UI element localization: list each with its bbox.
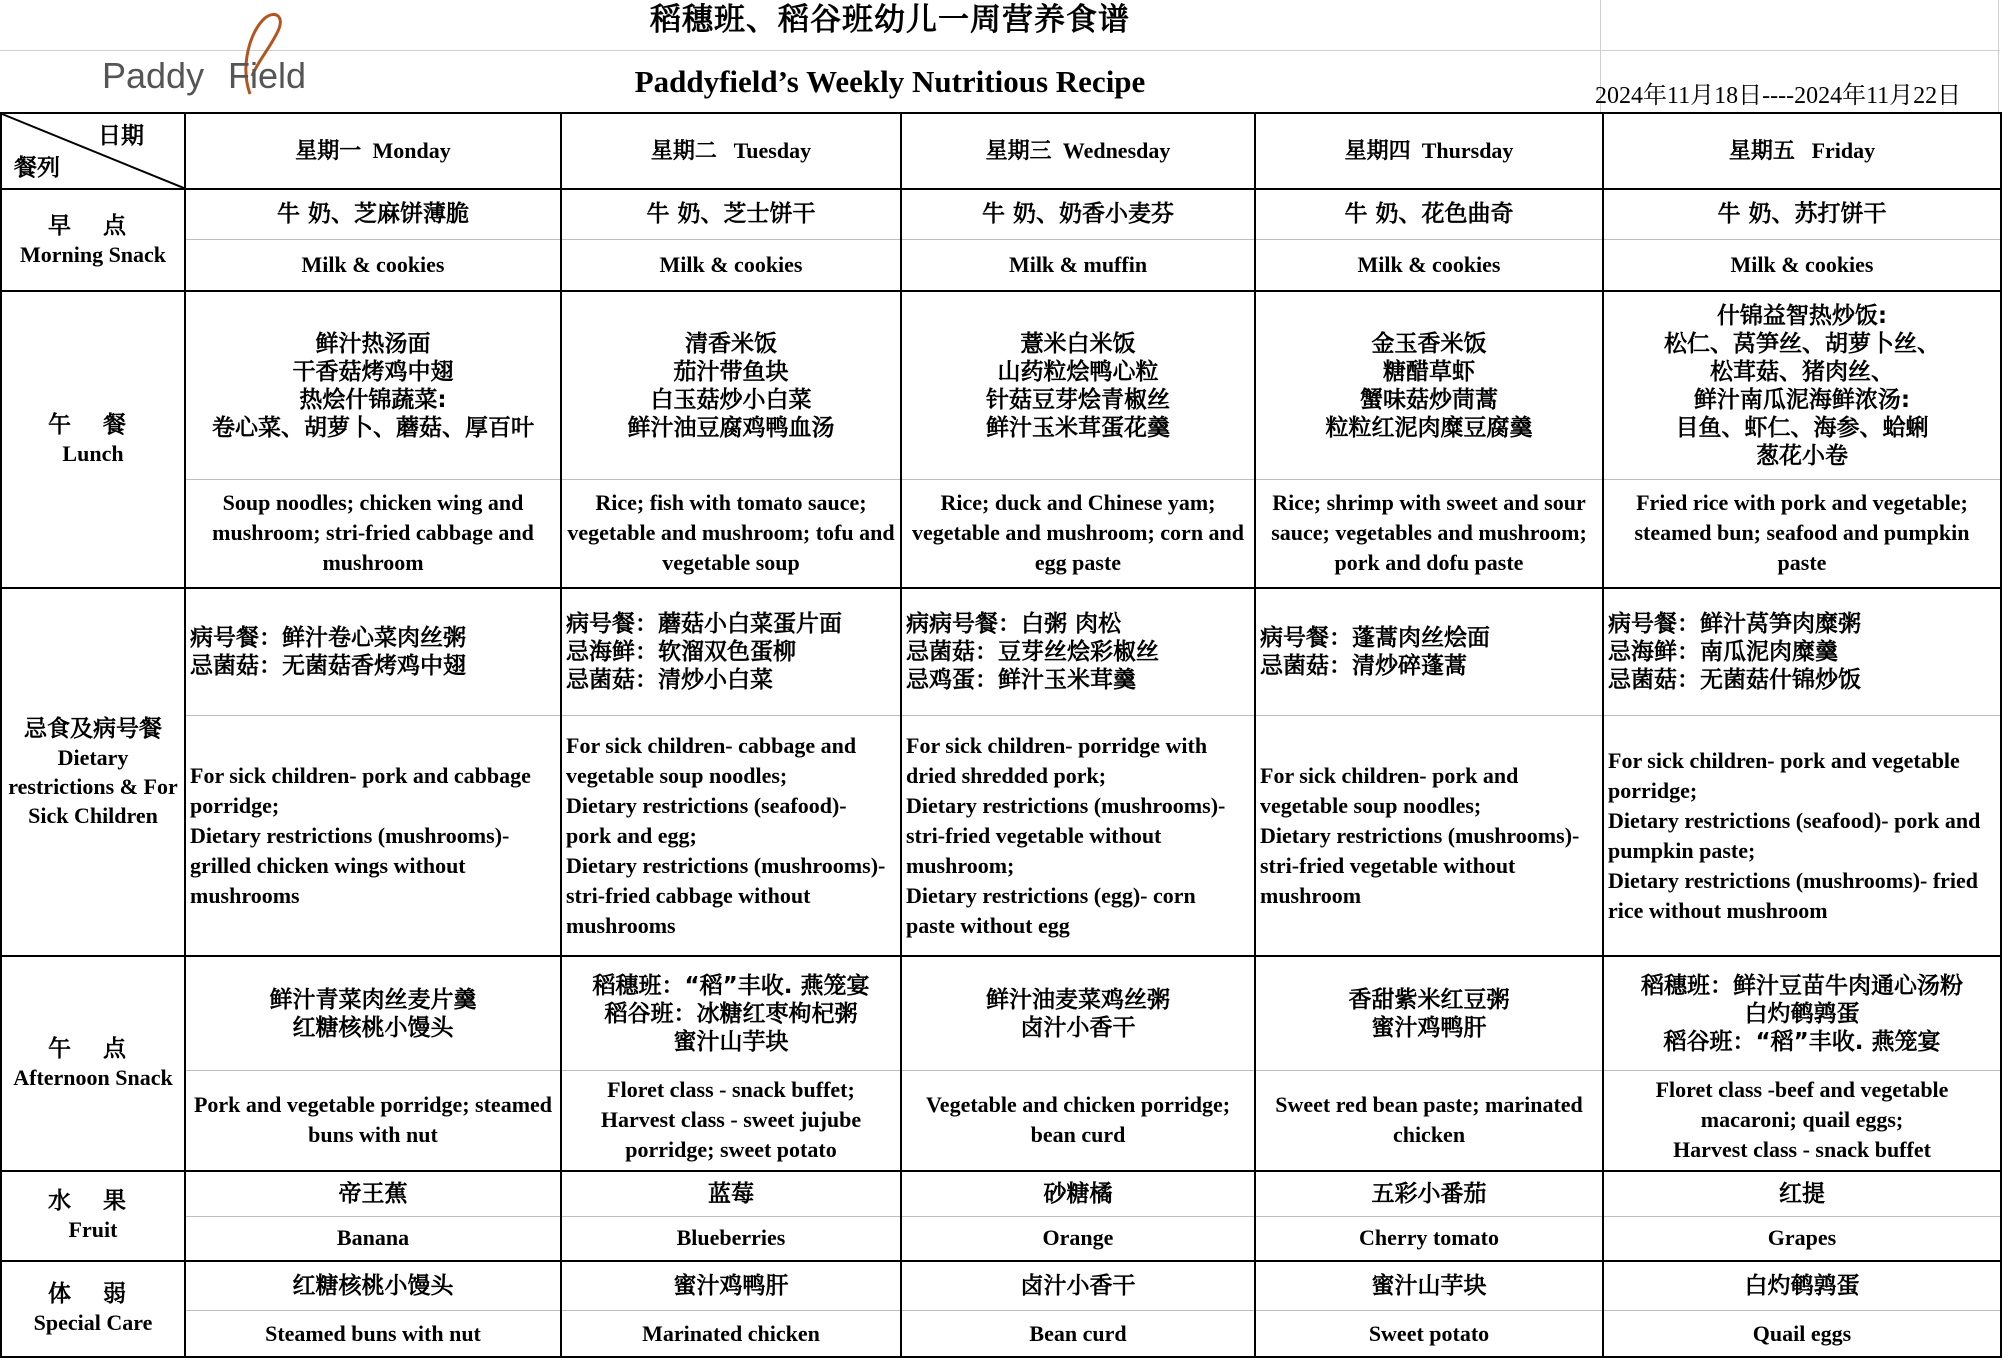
dietary-row-cn [1,588,2001,716]
lunch-row-cn [1,291,2001,479]
morning-en-mon: Milk & cookies [185,239,561,291]
page-title-cn: 稻穗班、稻谷班幼儿一周营养食谱 [650,2,1130,38]
morning-en-thu: Milk & cookies [1255,239,1603,291]
meal-label-afternoon: 午 点 Afternoon Snack [1,956,185,1170]
dietary-en-tue: For sick children- cabbage and vegetable soup noodles; Dietary restrictions (seafood)- pork and egg; Dietary restrictions (mushrooms)- stri-fried cabbage without mushrooms [561,716,901,956]
lunch-cn-mon: 鲜汁热汤面 干香菇烤鸡中翅 热烩什锦蔬菜: 卷心菜、胡萝卜、蘑菇、厚百叶 [185,291,561,479]
special-en-tue: Marinated chicken [561,1311,901,1357]
morning-cn-mon: 牛 奶、芝麻饼薄脆 [185,189,561,239]
svg-text:Paddy: Paddy [102,55,205,96]
special-en-wed: Bean curd [901,1311,1255,1357]
special-en-fri: Quail eggs [1603,1311,2001,1357]
special-en-thu: Sweet potato [1255,1311,1603,1357]
corner-meal-label: 餐列 [14,155,60,182]
morning-cn-wed: 牛 奶、奶香小麦芬 [901,189,1255,239]
afternoon-en-fri: Floret class -beef and vegetable macaroni; quail eggs; Harvest class - snack buffet [1603,1070,2001,1170]
lunch-row-en [1,480,2001,588]
fruit-en-wed: Orange [901,1217,1255,1261]
dietary-cn-tue: 病号餐：蘑菇小白菜蛋片面 忌海鲜：软溜双色蛋柳 忌菌菇：清炒小白菜 [561,588,901,716]
dietary-en-mon: For sick children- pork and cabbage porridge; Dietary restrictions (mushrooms)- grilled chicken wings without mushrooms [185,716,561,956]
morning-cn-tue: 牛 奶、芝士饼干 [561,189,901,239]
afternoon-row-cn [1,956,2001,1070]
dietary-cn-wed: 病病号餐：白粥 肉松 忌菌菇：豆芽丝烩彩椒丝 忌鸡蛋：鲜汁玉米茸羹 [901,588,1255,716]
afternoon-cn-tue: 稻穗班：“稻”丰收. 燕笼宴 稻谷班：冰糖红枣枸杞粥 蜜汁山芋块 [561,956,901,1070]
corner-date-label: 日期 [98,123,144,149]
paddy-field-logo [100,6,330,106]
afternoon-en-wed: Vegetable and chicken porridge; bean curd [901,1070,1255,1170]
lunch-en-wed: Rice; duck and Chinese yam; vegetable and mushroom; corn and egg paste [901,480,1255,588]
fruit-cn-fri: 红提 [1603,1171,2001,1217]
dietary-cn-mon: 病号餐：鲜汁卷心菜肉丝粥 忌菌菇：无菌菇香烤鸡中翅 [185,588,561,716]
morning-en-fri: Milk & cookies [1603,239,2001,291]
morning-snack-row-cn [1,189,2001,239]
lunch-en-mon: Soup noodles; chicken wing and mushroom; stri-fried cabbage and mushroom [185,480,561,588]
dietary-cn-thu: 病号餐：蓬蒿肉丝烩面 忌菌菇：清炒碎蓬蒿 [1255,588,1603,716]
morning-cn-fri: 牛 奶、苏打饼干 [1603,189,2001,239]
afternoon-en-tue: Floret class - snack buffet; Harvest class - sweet jujube porridge; sweet potato [561,1070,901,1170]
lunch-cn-wed: 薏米白米饭 山药粒烩鸭心粒 针菇豆芽烩青椒丝 鲜汁玉米茸蛋花羹 [901,291,1255,479]
special-row-cn [1,1261,2001,1311]
afternoon-en-thu: Sweet red bean paste; marinated chicken [1255,1070,1603,1170]
fruit-en-fri: Grapes [1603,1217,2001,1261]
meal-label-special: 体 弱 Special Care [1,1261,185,1357]
dietary-row-en [1,716,2001,956]
fruit-en-tue: Blueberries [561,1217,901,1261]
meal-label-fruit: 水 果 Fruit [1,1171,185,1261]
day-thursday: 星期四 Thursday [1255,113,1603,189]
fruit-cn-thu: 五彩小番茄 [1255,1171,1603,1217]
lunch-en-thu: Rice; shrimp with sweet and sour sauce; vegetables and mushroom; pork and dofu paste [1255,480,1603,588]
lunch-en-fri: Fried rice with pork and vegetable; steamed bun; seafood and pumpkin paste [1603,480,2001,588]
fruit-row-en [1,1217,2001,1261]
morning-en-tue: Milk & cookies [561,239,901,291]
special-row-en [1,1311,2001,1357]
afternoon-cn-wed: 鲜汁油麦菜鸡丝粥 卤汁小香干 [901,956,1255,1070]
fruit-en-thu: Cherry tomato [1255,1217,1603,1261]
lunch-cn-fri: 什锦益智热炒饭: 松仁、莴笋丝、胡萝卜丝、 松茸菇、猪肉丝、 鲜汁南瓜泥海鲜浓汤: 目鱼、虾仁、海参、蛤蜊 葱花小卷 [1603,291,2001,479]
lunch-cn-thu: 金玉香米饭 糖醋草虾 蟹味菇炒茼蒿 粒粒红泥肉糜豆腐羹 [1255,291,1603,479]
meal-label-dietary: 忌食及病号餐 Dietary restrictions & For Sick Children [1,588,185,957]
svg-text:Field: Field [228,55,307,96]
date-range: 2024年11月18日----2024年11月22日 [1595,83,1962,109]
special-cn-mon: 红糖核桃小馒头 [185,1261,561,1311]
afternoon-cn-thu: 香甜紫米红豆粥 蜜汁鸡鸭肝 [1255,956,1603,1070]
corner-header [1,113,185,189]
day-friday: 星期五 Friday [1603,113,2001,189]
meal-label-morning: 早 点 Morning Snack [1,189,185,291]
morning-en-wed: Milk & muffin [901,239,1255,291]
dietary-en-fri: For sick children- pork and vegetable porridge; Dietary restrictions (seafood)- pork and pumpkin paste; Dietary restrictions (mushrooms)- fried rice without mushroom [1603,716,2001,956]
afternoon-cn-fri: 稻穗班：鲜汁豆苗牛肉通心汤粉 白灼鹌鹑蛋 稻谷班：“稻”丰收. 燕笼宴 [1603,956,2001,1070]
fruit-cn-wed: 砂糖橘 [901,1171,1255,1217]
morning-snack-row-en [1,239,2001,291]
day-header-row [1,113,2001,189]
day-tuesday: 星期二 Tuesday [561,113,901,189]
afternoon-en-mon: Pork and vegetable porridge; steamed buns with nut [185,1070,561,1170]
special-cn-wed: 卤汁小香干 [901,1261,1255,1311]
meal-label-lunch: 午 餐 Lunch [1,291,185,587]
weekly-menu-table [0,112,2002,1358]
fruit-cn-mon: 帝王蕉 [185,1171,561,1217]
special-cn-fri: 白灼鹌鹑蛋 [1603,1261,2001,1311]
lunch-cn-tue: 清香米饭 茄汁带鱼块 白玉菇炒小白菜 鲜汁油豆腐鸡鸭血汤 [561,291,901,479]
afternoon-cn-mon: 鲜汁青菜肉丝麦片羹 红糖核桃小馒头 [185,956,561,1070]
day-wednesday: 星期三 Wednesday [901,113,1255,189]
dietary-en-wed: For sick children- porridge with dried shredded pork; Dietary restrictions (mushrooms)- stri-fried vegetable without mushroom; Dietary restrictions (egg)- corn paste without egg [901,716,1255,956]
fruit-en-mon: Banana [185,1217,561,1261]
day-monday: 星期一 Monday [185,113,561,189]
page-title-en: Paddyfield’s Weekly Nutritious Recipe [634,64,1146,99]
lunch-en-tue: Rice; fish with tomato sauce; vegetable and mushroom; tofu and vegetable soup [561,480,901,588]
special-en-mon: Steamed buns with nut [185,1311,561,1357]
morning-cn-thu: 牛 奶、花色曲奇 [1255,189,1603,239]
dietary-en-thu: For sick children- pork and vegetable soup noodles; Dietary restrictions (mushrooms)-stri-fried vegetable without mushroom [1255,716,1603,956]
fruit-row-cn [1,1171,2001,1217]
fruit-cn-tue: 蓝莓 [561,1171,901,1217]
special-cn-tue: 蜜汁鸡鸭肝 [561,1261,901,1311]
afternoon-row-en [1,1070,2001,1170]
dietary-cn-fri: 病号餐：鲜汁莴笋肉糜粥 忌海鲜：南瓜泥肉糜羹 忌菌菇：无菌菇什锦炒饭 [1603,588,2001,716]
special-cn-thu: 蜜汁山芋块 [1255,1261,1603,1311]
